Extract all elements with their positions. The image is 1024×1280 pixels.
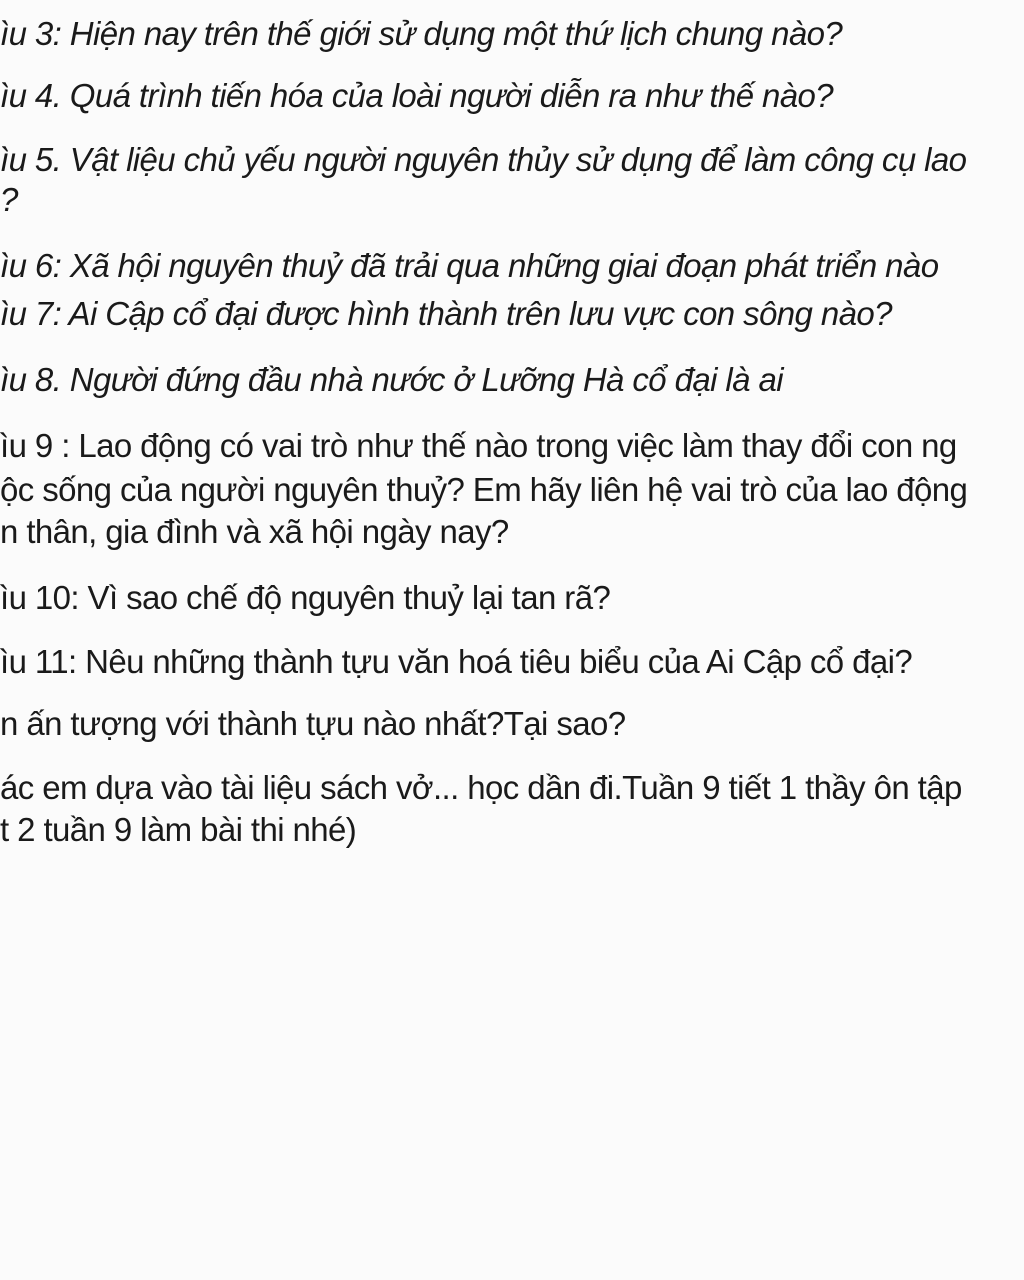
question-6: ìu 6: Xã hội nguyên thuỷ đã trải qua những giai đoạn phát triển nào: [0, 247, 939, 284]
question-4: ìu 4. Quá trình tiến hóa của loài người diễn ra như thế nào?: [0, 77, 834, 114]
question-9: ìu 9 : Lao động có vai trò như thế nào trong việc làm thay đổi con ng: [0, 427, 957, 464]
teacher-note-cont: t 2 tuần 9 làm bài thi nhé): [0, 811, 357, 848]
question-5-cont: ?: [0, 181, 18, 218]
question-8: ìu 8. Người đứng đầu nhà nước ở Lưỡng Hà cổ đại là ai: [0, 361, 783, 398]
question-3: ìu 3: Hiện nay trên thế giới sử dụng một thứ lịch chung nào?: [0, 15, 843, 52]
teacher-note: ác em dựa vào tài liệu sách vở... học dần đi.Tuần 9 tiết 1 thầy ôn tập: [0, 769, 962, 806]
question-5: ìu 5. Vật liệu chủ yếu người nguyên thủy sử dụng để làm công cụ lao: [0, 141, 967, 178]
question-10: ìu 10: Vì sao chế độ nguyên thuỷ lại tan rã?: [0, 579, 611, 616]
question-7: ìu 7: Ai Cập cổ đại được hình thành trên lưu vực con sông nào?: [0, 295, 892, 332]
question-11-cont: n ấn tượng với thành tựu nào nhất?Tại sao?: [0, 705, 626, 742]
question-11: ìu 11: Nêu những thành tựu văn hoá tiêu biểu của Ai Cập cổ đại?: [0, 643, 913, 680]
question-9-cont-2: n thân, gia đình và xã hội ngày nay?: [0, 513, 509, 550]
question-9-cont-1: ộc sống của người nguyên thuỷ? Em hãy liên hệ vai trò của lao động: [0, 471, 968, 508]
